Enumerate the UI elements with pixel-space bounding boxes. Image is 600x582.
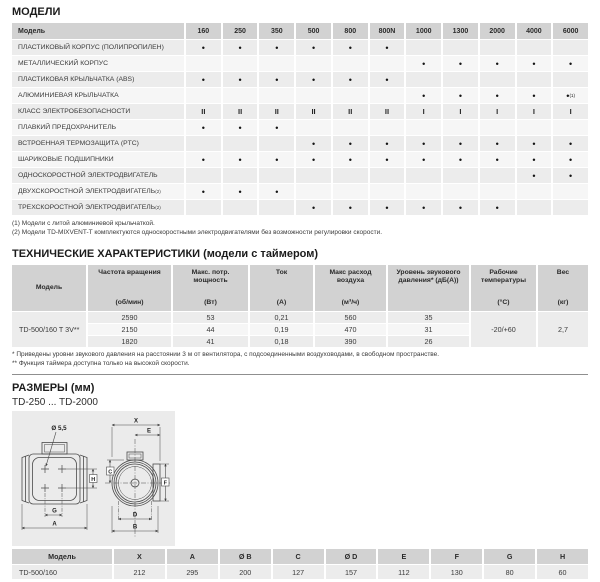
dimension-drawing bbox=[12, 411, 175, 546]
models-cell-2-7 bbox=[443, 72, 478, 87]
models-cell-3-2 bbox=[259, 88, 294, 103]
models-cell-9-5 bbox=[370, 184, 405, 199]
dims-header-H: H bbox=[537, 549, 588, 564]
models-row-label: МЕТАЛЛИЧЕСКИЙ КОРПУС bbox=[12, 56, 184, 71]
models-footnotes bbox=[12, 219, 588, 237]
models-cell-1-5 bbox=[370, 56, 405, 71]
tech-weight-cell: 2,7 bbox=[538, 312, 588, 347]
hole-diameter-label: Ø 5,5 bbox=[51, 425, 67, 432]
dims-header-model: Модель bbox=[12, 549, 112, 564]
models-cell-9-1: • bbox=[223, 184, 258, 199]
models-row-label: ОДНОСКОРОСТНОЙ ЭЛЕКТРОДВИГАТЕЛЬ bbox=[12, 168, 184, 183]
dims-range-subtitle: TD-250 ... TD-2000 bbox=[12, 397, 98, 408]
tech-footnote-1: * Приведены уровни звукового давления на расстоянии 3 м от вентилятора, с подсоединенными воздуховодами, в свободном пространстве. bbox=[12, 351, 440, 358]
dimension-drawing-svg bbox=[12, 411, 175, 546]
dims-header-Ø D: Ø D bbox=[326, 549, 377, 564]
models-cell-7-7: • bbox=[443, 152, 478, 167]
models-cell-5-7 bbox=[443, 120, 478, 135]
models-header-4000: 4000 bbox=[517, 23, 552, 39]
screw-marks bbox=[41, 465, 66, 492]
tech-cell-2-0: 1820 bbox=[88, 336, 171, 347]
models-cell-5-5 bbox=[370, 120, 405, 135]
models-cell-3-9: • bbox=[517, 88, 552, 103]
dim-label-a: A bbox=[52, 521, 57, 528]
models-cell-7-10: • bbox=[553, 152, 588, 167]
models-cell-4-3: II bbox=[296, 104, 331, 119]
models-header-500: 500 bbox=[296, 23, 331, 39]
tech-header-7: Вес (кг) bbox=[538, 265, 588, 311]
dims-header-Ø B: Ø B bbox=[220, 549, 271, 564]
models-cell-6-7: • bbox=[443, 136, 478, 151]
models-cell-8-0 bbox=[186, 168, 221, 183]
tech-footnotes bbox=[12, 350, 588, 368]
section-dims-title: РАЗМЕРЫ (мм) bbox=[12, 382, 95, 394]
models-cell-9-9 bbox=[517, 184, 552, 199]
models-cell-10-8: • bbox=[480, 200, 515, 215]
dims-header-X: X bbox=[114, 549, 165, 564]
models-cell-8-8 bbox=[480, 168, 515, 183]
models-header-model: Модель bbox=[12, 23, 184, 39]
dims-cell-0-2: 295 bbox=[167, 565, 218, 579]
tech-cell-2-2: 0,18 bbox=[250, 336, 313, 347]
dim-label-f: F bbox=[163, 480, 167, 487]
models-cell-9-7 bbox=[443, 184, 478, 199]
models-cell-8-6 bbox=[406, 168, 441, 183]
models-cell-10-4: • bbox=[333, 200, 368, 215]
tech-cell-1-3: 470 bbox=[315, 324, 386, 335]
dims-cell-0-9: 60 bbox=[537, 565, 588, 579]
tech-cell-2-3: 390 bbox=[315, 336, 386, 347]
models-cell-4-9: I bbox=[517, 104, 552, 119]
dims-cell-0-6: 112 bbox=[378, 565, 429, 579]
dims-header-F: F bbox=[431, 549, 482, 564]
models-cell-0-6 bbox=[406, 40, 441, 55]
models-cell-8-1 bbox=[223, 168, 258, 183]
models-cell-2-4: • bbox=[333, 72, 368, 87]
models-cell-1-10: • bbox=[553, 56, 588, 71]
models-cell-2-0: • bbox=[186, 72, 221, 87]
models-cell-4-2: II bbox=[259, 104, 294, 119]
models-cell-0-9 bbox=[517, 40, 552, 55]
models-row-label: КЛАСС ЭЛЕКТРОБЕЗОПАСНОСТИ bbox=[12, 104, 184, 119]
models-header-800: 800 bbox=[333, 23, 368, 39]
models-cell-10-3: • bbox=[296, 200, 331, 215]
dims-cell-0-7: 130 bbox=[431, 565, 482, 579]
models-row-label: ПЛАСТИКОВАЯ КРЫЛЬЧАТКА (ABS) bbox=[12, 72, 184, 87]
models-cell-3-1 bbox=[223, 88, 258, 103]
models-cell-8-10: • bbox=[553, 168, 588, 183]
models-cell-0-10 bbox=[553, 40, 588, 55]
models-cell-1-4 bbox=[333, 56, 368, 71]
models-cell-6-10: • bbox=[553, 136, 588, 151]
tech-cell-0-1: 53 bbox=[173, 312, 248, 323]
models-cell-10-2 bbox=[259, 200, 294, 215]
models-cell-9-10 bbox=[553, 184, 588, 199]
models-cell-10-1 bbox=[223, 200, 258, 215]
models-cell-5-0: • bbox=[186, 120, 221, 135]
dimensions-table bbox=[12, 549, 588, 579]
models-cell-9-2: • bbox=[259, 184, 294, 199]
models-cell-6-2 bbox=[259, 136, 294, 151]
models-cell-6-5: • bbox=[370, 136, 405, 151]
models-cell-8-3 bbox=[296, 168, 331, 183]
dim-label-x: X bbox=[133, 418, 139, 425]
dims-cell-0-3: 200 bbox=[220, 565, 271, 579]
models-header-2000: 2000 bbox=[480, 23, 515, 39]
models-cell-6-8: • bbox=[480, 136, 515, 151]
models-cell-0-8 bbox=[480, 40, 515, 55]
models-cell-3-10: • (1) bbox=[553, 88, 588, 103]
front-view bbox=[105, 425, 170, 537]
tech-cell-0-4: 35 bbox=[388, 312, 469, 323]
models-cell-3-8: • bbox=[480, 88, 515, 103]
models-cell-4-10: I bbox=[553, 104, 588, 119]
models-cell-7-4: • bbox=[333, 152, 368, 167]
models-cell-0-3: • bbox=[296, 40, 331, 55]
tech-cell-1-0: 2150 bbox=[88, 324, 171, 335]
models-cell-4-0: II bbox=[186, 104, 221, 119]
models-header-800N: 800N bbox=[370, 23, 405, 39]
models-cell-8-5 bbox=[370, 168, 405, 183]
models-cell-1-7: • bbox=[443, 56, 478, 71]
models-cell-0-4: • bbox=[333, 40, 368, 55]
tech-model-cell: TD-500/160 T 3V** bbox=[12, 312, 86, 347]
models-cell-6-4: • bbox=[333, 136, 368, 151]
models-cell-2-5: • bbox=[370, 72, 405, 87]
dims-header-G: G bbox=[484, 549, 535, 564]
models-header-350: 350 bbox=[259, 23, 294, 39]
models-cell-2-3: • bbox=[296, 72, 331, 87]
models-cell-7-2: • bbox=[259, 152, 294, 167]
tech-cell-0-2: 0,21 bbox=[250, 312, 313, 323]
models-cell-3-4 bbox=[333, 88, 368, 103]
models-cell-9-4 bbox=[333, 184, 368, 199]
models-cell-10-0 bbox=[186, 200, 221, 215]
tech-cell-1-4: 31 bbox=[388, 324, 469, 335]
models-cell-9-0: • bbox=[186, 184, 221, 199]
models-cell-1-3 bbox=[296, 56, 331, 71]
side-view bbox=[22, 432, 97, 530]
models-header-250: 250 bbox=[223, 23, 258, 39]
models-cell-2-2: • bbox=[259, 72, 294, 87]
dim-label-b: B bbox=[132, 524, 138, 531]
tech-footnote-2: ** Функция таймера доступна только на высокой скорости. bbox=[12, 360, 190, 367]
tech-cell-2-4: 26 bbox=[388, 336, 469, 347]
models-cell-8-9: • bbox=[517, 168, 552, 183]
models-cell-7-6: • bbox=[406, 152, 441, 167]
dims-cell-0-5: 157 bbox=[326, 565, 377, 579]
tech-characteristics-table bbox=[12, 265, 588, 347]
models-cell-5-1: • bbox=[223, 120, 258, 135]
dim-label-c: C bbox=[108, 469, 113, 476]
models-cell-7-3: • bbox=[296, 152, 331, 167]
dims-cell-0-8: 80 bbox=[484, 565, 535, 579]
models-cell-6-1 bbox=[223, 136, 258, 151]
models-cell-7-5: • bbox=[370, 152, 405, 167]
models-row-label: ПЛАСТИКОВЫЙ КОРПУС (ПОЛИПРОПИЛЕН) bbox=[12, 40, 184, 55]
models-cell-3-7: • bbox=[443, 88, 478, 103]
models-cell-4-8: I bbox=[480, 104, 515, 119]
tech-header-0: Модель bbox=[12, 265, 86, 311]
tech-temperature-cell: -20/+60 bbox=[471, 312, 536, 347]
models-cell-3-5 bbox=[370, 88, 405, 103]
models-row-label: ТРЕХСКОРОСТНОЙ ЭЛЕКТРОДВИГАТЕЛЬ (2) bbox=[12, 200, 184, 215]
dim-label-d: D bbox=[132, 512, 138, 519]
models-cell-10-10 bbox=[553, 200, 588, 215]
dim-label-e: E bbox=[146, 428, 152, 435]
models-header-1000: 1000 bbox=[406, 23, 441, 39]
tech-header-2: Макс. потр. мощность (Вт) bbox=[173, 265, 248, 311]
models-cell-1-2 bbox=[259, 56, 294, 71]
models-cell-2-9 bbox=[517, 72, 552, 87]
models-cell-7-9: • bbox=[517, 152, 552, 167]
models-cell-5-3 bbox=[296, 120, 331, 135]
tech-cell-1-2: 0,19 bbox=[250, 324, 313, 335]
models-cell-6-6: • bbox=[406, 136, 441, 151]
dims-header-E: E bbox=[378, 549, 429, 564]
tech-header-5: Уровень звукового давления* (дБ(А)) bbox=[388, 265, 469, 311]
models-cell-1-6: • bbox=[406, 56, 441, 71]
models-cell-0-2: • bbox=[259, 40, 294, 55]
models-cell-6-0 bbox=[186, 136, 221, 151]
section-tech-title: ТЕХНИЧЕСКИЕ ХАРАКТЕРИСТИКИ (модели с таймером) bbox=[12, 248, 319, 260]
models-header-1300: 1300 bbox=[443, 23, 478, 39]
models-cell-9-8 bbox=[480, 184, 515, 199]
dims-cell-0-4: 127 bbox=[273, 565, 324, 579]
models-cell-3-6: • bbox=[406, 88, 441, 103]
models-cell-1-0 bbox=[186, 56, 221, 71]
tech-header-1: Частота вращения (об/мин) bbox=[88, 265, 171, 311]
models-row-label: ПЛАВКИЙ ПРЕДОХРАНИТЕЛЬ bbox=[12, 120, 184, 135]
tech-cell-0-3: 560 bbox=[315, 312, 386, 323]
models-cell-3-3 bbox=[296, 88, 331, 103]
section-divider bbox=[12, 374, 588, 375]
models-header-160: 160 bbox=[186, 23, 221, 39]
models-cell-0-5: • bbox=[370, 40, 405, 55]
models-cell-2-6 bbox=[406, 72, 441, 87]
dim-label-h: H bbox=[91, 477, 96, 483]
models-cell-1-9: • bbox=[517, 56, 552, 71]
models-cell-1-1 bbox=[223, 56, 258, 71]
tech-cell-2-1: 41 bbox=[173, 336, 248, 347]
models-cell-10-9 bbox=[517, 200, 552, 215]
models-cell-9-6 bbox=[406, 184, 441, 199]
models-cell-0-0: • bbox=[186, 40, 221, 55]
models-cell-1-8: • bbox=[480, 56, 515, 71]
models-cell-4-1: II bbox=[223, 104, 258, 119]
models-row-label: АЛЮМИНИЕВАЯ КРЫЛЬЧАТКА bbox=[12, 88, 184, 103]
models-row-label: ВСТРОЕННАЯ ТЕРМОЗАЩИТА (PTC) bbox=[12, 136, 184, 151]
models-cell-2-8 bbox=[480, 72, 515, 87]
models-cell-4-6: I bbox=[406, 104, 441, 119]
models-feature-table bbox=[12, 23, 588, 215]
models-header-6000: 6000 bbox=[553, 23, 588, 39]
models-cell-7-8: • bbox=[480, 152, 515, 167]
tech-header-3: Ток (А) bbox=[250, 265, 313, 311]
dims-cell-0-0: TD-500/160 bbox=[12, 565, 112, 579]
models-cell-5-6 bbox=[406, 120, 441, 135]
models-cell-8-4 bbox=[333, 168, 368, 183]
models-footnote-2: (2) Модели TD-MIXVENT-T комплектуются односкоростными электродвигателями без возможности регулировки скорости. bbox=[12, 229, 383, 236]
models-cell-0-1: • bbox=[223, 40, 258, 55]
dim-label-g: G bbox=[52, 508, 57, 515]
models-cell-0-7 bbox=[443, 40, 478, 55]
models-cell-4-4: II bbox=[333, 104, 368, 119]
models-cell-6-9: • bbox=[517, 136, 552, 151]
tech-header-4: Макс расход воздуха (м³/ч) bbox=[315, 265, 386, 311]
models-cell-4-5: II bbox=[370, 104, 405, 119]
models-cell-5-4 bbox=[333, 120, 368, 135]
models-cell-5-9 bbox=[517, 120, 552, 135]
models-cell-5-10 bbox=[553, 120, 588, 135]
models-cell-7-0: • bbox=[186, 152, 221, 167]
models-cell-9-3 bbox=[296, 184, 331, 199]
dims-cell-0-1: 212 bbox=[114, 565, 165, 579]
dims-header-C: C bbox=[273, 549, 324, 564]
models-cell-2-1: • bbox=[223, 72, 258, 87]
models-row-label: ДВУХСКОРОСТНОЙ ЭЛЕКТРОДВИГАТЕЛЬ (2) bbox=[12, 184, 184, 199]
models-cell-2-10 bbox=[553, 72, 588, 87]
tech-cell-1-1: 44 bbox=[173, 324, 248, 335]
tech-header-6: Рабочие температуры (°C) bbox=[471, 265, 536, 311]
models-cell-10-6: • bbox=[406, 200, 441, 215]
models-footnote-1: (1) Модели с литой алюминиевой крыльчаткой. bbox=[12, 220, 155, 227]
models-cell-10-5: • bbox=[370, 200, 405, 215]
models-cell-3-0 bbox=[186, 88, 221, 103]
models-cell-8-2 bbox=[259, 168, 294, 183]
models-cell-8-7 bbox=[443, 168, 478, 183]
models-cell-7-1: • bbox=[223, 152, 258, 167]
models-cell-4-7: I bbox=[443, 104, 478, 119]
models-cell-5-2: • bbox=[259, 120, 294, 135]
section-models-title: МОДЕЛИ bbox=[12, 6, 61, 18]
models-row-label: ШАРИКОВЫЕ ПОДШИПНИКИ bbox=[12, 152, 184, 167]
models-cell-5-8 bbox=[480, 120, 515, 135]
tech-cell-0-0: 2590 bbox=[88, 312, 171, 323]
models-cell-6-3: • bbox=[296, 136, 331, 151]
dims-header-A: A bbox=[167, 549, 218, 564]
models-cell-10-7: • bbox=[443, 200, 478, 215]
